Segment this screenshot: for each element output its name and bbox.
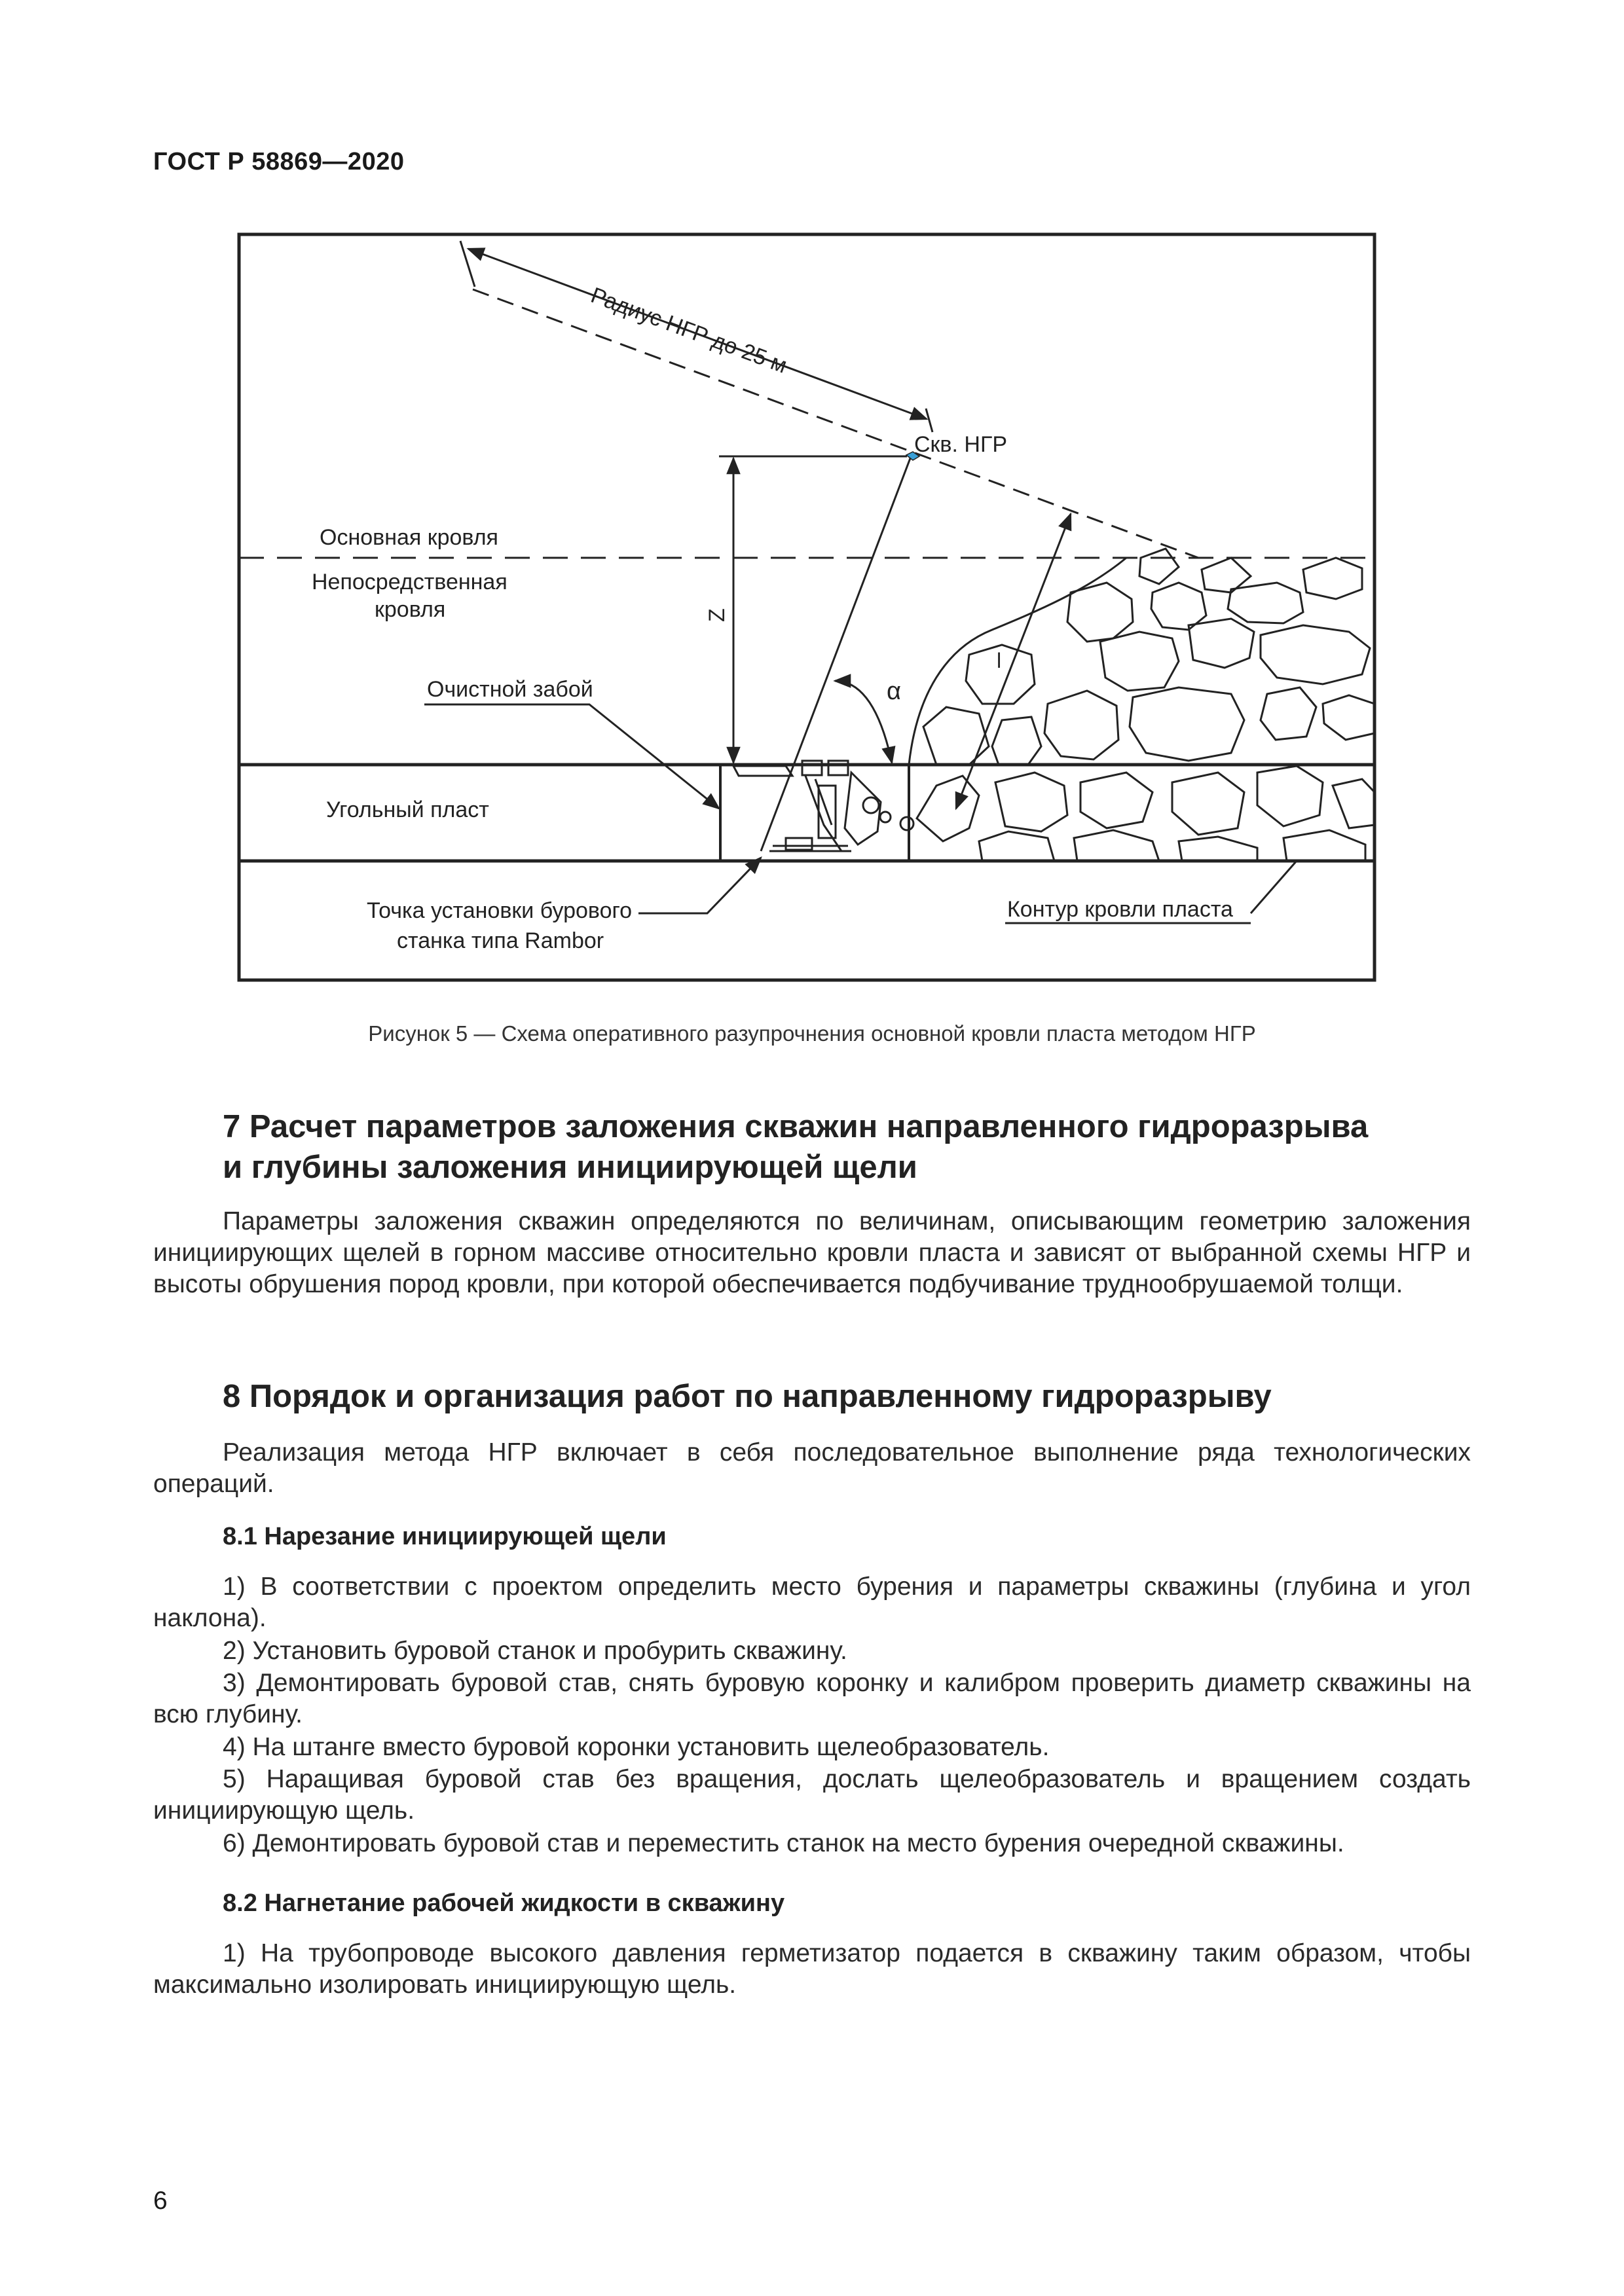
section-7-paragraph: Параметры заложения скважин определяются по величинам, описывающим геометрию заложения инициирующих щелей в горном массиве относительно кровли пласта и зависят от выбранной схемы НГР и высоты обрушения пород кровли, при которой обеспечивается подбучивание труднообрушаемой толщи. bbox=[153, 1207, 1471, 1298]
list-item: 3) Демонтировать буровой став, снять буровую коронку и калибром проверить диаметр скважины на всю глубину. bbox=[153, 1669, 1471, 1728]
immediate-roof-label-2: кровля bbox=[375, 597, 446, 622]
figure-caption: Рисунок 5 — Схема оперативного разупрочнения основной кровли пласта методом НГР bbox=[368, 1021, 1256, 1046]
caving-outline bbox=[909, 558, 1126, 765]
z-label: Z bbox=[705, 608, 729, 622]
radius-tick-right bbox=[926, 409, 932, 432]
main-roof-label: Основная кровля bbox=[320, 525, 498, 550]
section-8-paragraph: Реализация метода НГР включает в себя последовательное выполнение ряда технологических операций. bbox=[153, 1438, 1471, 1498]
face-leader bbox=[424, 704, 719, 809]
rubble bbox=[923, 549, 1375, 765]
subsection-8-1-title: 8.1 Нарезание инициирующей щели bbox=[223, 1523, 667, 1550]
figure-diagram bbox=[237, 232, 1376, 982]
list-item: 1) На трубопроводе высокого давления герметизатор подается в скважину таким образом, чтобы максимально изолировать инициирующую щель. bbox=[153, 1939, 1471, 1999]
radius-tick-left bbox=[460, 241, 475, 287]
alpha-label: α bbox=[887, 678, 901, 705]
roof-contour-leader bbox=[1251, 861, 1297, 913]
face-label: Очистной забой bbox=[427, 677, 593, 702]
document-header: ГОСТ Р 58869—2020 bbox=[153, 148, 405, 175]
page-number: 6 bbox=[153, 2187, 168, 2215]
roof-contour-label: Контур кровли пласта bbox=[1007, 897, 1233, 922]
rig-point-label-1: Точка установки бурового bbox=[367, 898, 633, 923]
well-dashed-line bbox=[473, 289, 1198, 558]
list-item: 6) Демонтировать буровой став и переместить станок на место бурения очередной скважины. bbox=[223, 1829, 1344, 1857]
section-7-title-line1: 7 Расчет параметров заложения скважин направленного гидроразрыва bbox=[223, 1109, 1369, 1144]
well-label: Скв. НГР bbox=[914, 432, 1008, 457]
l-label: l bbox=[997, 649, 1002, 672]
list-item: 5) Наращивая буровой став без вращения, дослать щелеобразователь и вращением создать инициирующую щель. bbox=[153, 1765, 1471, 1825]
drilling-rig bbox=[733, 761, 913, 851]
section-7-title-line2: и глубины заложения инициирующей щели bbox=[223, 1150, 917, 1185]
alpha-arc bbox=[835, 681, 892, 763]
radius-label: Радиус НГР до 25 м bbox=[587, 282, 790, 378]
list-item: 4) На штанге вместо буровой коронки установить щелеобразователь. bbox=[223, 1733, 1050, 1761]
rig-point-leader bbox=[638, 858, 761, 913]
immediate-roof-label-1: Непосредственная bbox=[312, 570, 507, 594]
section-8-title: 8 Порядок и организация работ по направленному гидроразрыву bbox=[223, 1379, 1272, 1414]
list-item: 1) В соответствии с проектом определить место бурения и параметры скважины (глубина и угол наклона). bbox=[153, 1573, 1471, 1632]
list-item: 2) Установить буровой станок и пробурить скважину. bbox=[223, 1637, 847, 1665]
coal-seam-label: Угольный пласт bbox=[326, 797, 489, 822]
subsection-8-2-title: 8.2 Нагнетание рабочей жидкости в скважину bbox=[223, 1889, 785, 1917]
rig-point-label-2: станка типа Rambor bbox=[397, 928, 604, 953]
seam-rubble bbox=[917, 766, 1375, 861]
